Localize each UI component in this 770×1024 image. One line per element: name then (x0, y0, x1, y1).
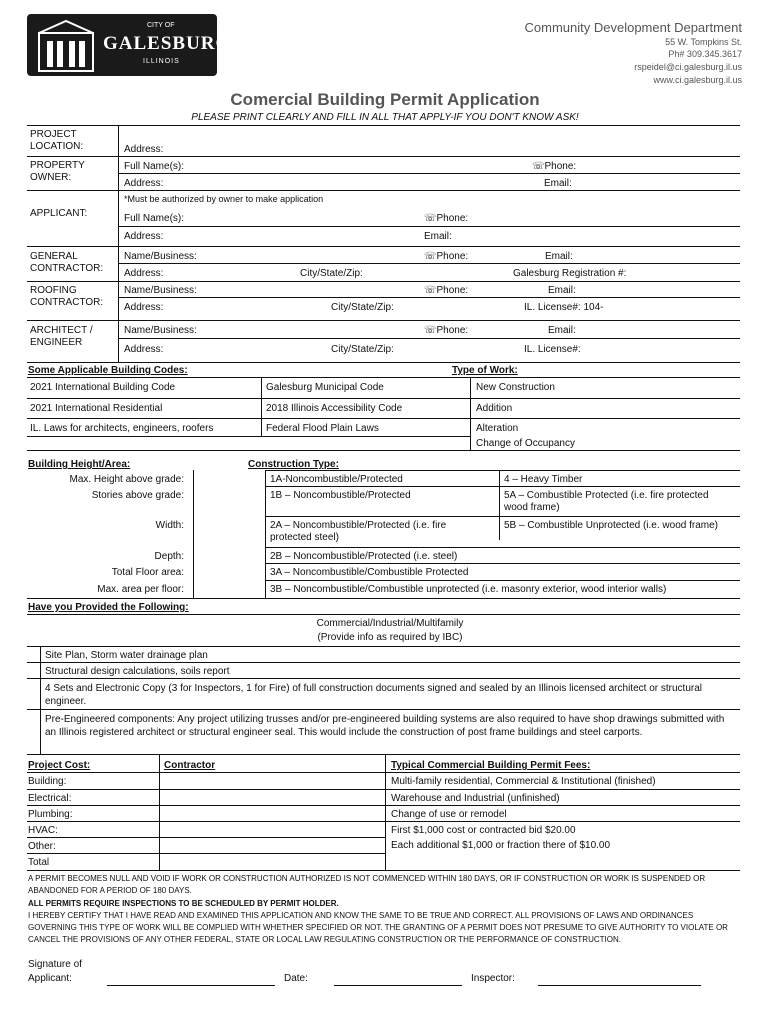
cost-plumbing[interactable]: Plumbing: (28, 809, 73, 820)
code-irc: 2021 International Residential (30, 403, 163, 414)
null-void-notice: A PERMIT BECOMES NULL AND VOID IF WORK OR CONSTRUCTION AUTHORIZED IS NOT COMMENCED WITHIN 180 DAYS, OR IF CONSTRUCTION OR WORK IS SUSPENDED OR ABANDONED FOR A PERIOD OF 180 DAYS. (28, 874, 706, 895)
inspector-line[interactable] (538, 985, 701, 986)
architect-name-field[interactable]: Name/Business: (124, 325, 197, 336)
dept-name: Community Development Department (524, 20, 742, 35)
applicant-email-field[interactable]: Email: (424, 231, 452, 242)
depth-label: Depth: (154, 551, 184, 562)
phone-icon: ☏ (424, 213, 437, 224)
inspector-label: Inspector: (471, 973, 515, 984)
construction-5a[interactable]: 5A – Combustible Protected (i.e. fire protected wood frame) (504, 490, 709, 513)
fee-multifamily: Multi-family residential, Commercial & Institutional (finished) (391, 776, 656, 787)
provided-doc-sets[interactable]: 4 Sets and Electronic Copy (3 for Inspectors, 1 for Fire) of full construction documents signed and sealed by an Illinois licensed architect or structural engineer. (45, 683, 702, 707)
owner-label: PROPERTY OWNER: (30, 160, 85, 183)
max-height-label: Max. Height above grade: (69, 474, 184, 485)
code-ibc: 2021 International Building Code (30, 382, 176, 393)
applicant-name-field[interactable]: Full Name(s): (124, 213, 185, 224)
construction-5b[interactable]: 5B – Combustible Unprotected (i.e. wood frame) (504, 520, 718, 531)
roofing-name-field[interactable]: Name/Business: (124, 285, 197, 296)
owner-phone-field[interactable]: ☏Phone: (532, 161, 577, 172)
date-label: Date: (284, 973, 308, 984)
provided-category-note: (Provide info as required by IBC) (317, 632, 463, 643)
fee-additional: Each additional $1,000 or fraction there of $10.00 (391, 840, 611, 851)
logo-name: GALESBURG (103, 33, 232, 54)
city-hall-icon (35, 19, 97, 73)
architect-city-field[interactable]: City/State/Zip: (331, 344, 394, 355)
applicant-signature-line[interactable] (107, 985, 275, 986)
stories-label: Stories above grade: (91, 490, 184, 501)
cost-electrical[interactable]: Electrical: (28, 793, 72, 804)
architect-license-field[interactable]: IL. License#: (524, 344, 581, 355)
work-heading: Type of Work: (452, 365, 518, 376)
cost-building[interactable]: Building: (28, 776, 67, 787)
code-galesburg: Galesburg Municipal Code (266, 382, 384, 393)
inspections-notice: ALL PERMITS REQUIRE INSPECTIONS TO BE SCHEDULED BY PERMIT HOLDER. (28, 899, 339, 908)
signature-label: Signature of (28, 959, 82, 970)
roofing-city-field[interactable]: City/State/Zip: (331, 302, 394, 313)
architect-phone-field[interactable]: ☏Phone: (424, 325, 469, 336)
height-heading: Building Height/Area: (28, 459, 131, 470)
gc-registration-field[interactable]: Galesburg Registration #: (513, 268, 627, 279)
roofing-phone-field[interactable]: ☏Phone: (424, 285, 469, 296)
logo-city-of: CITY OF (147, 22, 175, 29)
roofing-label: ROOFING CONTRACTOR: (30, 285, 104, 308)
fee-first-1000: First $1,000 cost or contracted bid $20.00 (391, 825, 576, 836)
max-area-label: Max. area per floor: (97, 584, 184, 595)
gc-address-field[interactable]: Address: (124, 268, 164, 279)
cost-hvac[interactable]: HVAC: (28, 825, 58, 836)
code-il-laws: IL. Laws for architects, engineers, roofers (30, 423, 214, 434)
cost-heading: Project Cost: (28, 760, 91, 771)
provided-site-plan[interactable]: Site Plan, Storm water drainage plan (45, 650, 208, 661)
city-logo (27, 14, 232, 76)
codes-heading: Some Applicable Building Codes: (28, 365, 188, 376)
gc-email-field[interactable]: Email: (545, 251, 573, 262)
floor-area-label: Total Floor area: (111, 567, 184, 578)
logo-state: ILLINOIS (143, 58, 180, 65)
applicant-phone-field[interactable]: ☏Phone: (424, 213, 469, 224)
date-line[interactable] (334, 985, 462, 986)
applicant-address-field[interactable]: Address: (124, 231, 164, 242)
dept-website: www.ci.galesburg.il.us (653, 75, 742, 85)
work-addition[interactable]: Addition (476, 403, 513, 414)
applicant-signature-label: Applicant: (28, 973, 72, 984)
construction-2b[interactable]: 2B – Noncombustible/Protected (i.e. steel) (270, 551, 458, 562)
cost-total[interactable]: Total (28, 857, 50, 868)
fee-change-use: Change of use or remodel (391, 809, 507, 820)
work-new-construction[interactable]: New Construction (476, 382, 555, 393)
cost-other[interactable]: Other: (28, 841, 56, 852)
dept-address: 55 W. Tompkins St. (665, 37, 742, 47)
applicant-label: APPLICANT: (30, 208, 88, 219)
dept-email: rspeidel@ci.galesburg.il.us (634, 62, 742, 72)
architect-label: ARCHITECT / ENGINEER (30, 325, 93, 348)
construction-heading: Construction Type: (248, 459, 339, 470)
construction-2a[interactable]: 2A – Noncombustible/Protected (i.e. fire protected steel) (270, 520, 447, 543)
fee-warehouse: Warehouse and Industrial (unfinished) (391, 793, 560, 804)
phone-icon: ☏ (424, 251, 437, 262)
phone-icon: ☏ (424, 285, 437, 296)
phone-icon: ☏ (532, 161, 545, 172)
phone-icon: ☏ (424, 325, 437, 336)
architect-email-field[interactable]: Email: (548, 325, 576, 336)
work-change-occupancy[interactable]: Change of Occupancy (476, 438, 575, 449)
gc-city-field[interactable]: City/State/Zip: (300, 268, 363, 279)
certify-statement: I HEREBY CERTIFY THAT I HAVE READ AND EXAMINED THIS APPLICATION AND KNOW THE SAME TO BE TRUE AND CORRECT. ALL PROVISIONS OF LAWS AND ORDINANCES GOVERNING THIS TYPE OF WORK WILL BE COMPLIED WITH WHETHER SPECIFIED OR NOT. THE GRANTING OF A PERMIT DOES NOT PRESUME TO GIVE AUTHORITY TO VIOLATE OR CANCEL THE PROVISIONS OF ANY OTHER FEDERAL, STATE OR LOCAL LAW REGULATING CONSTRUCTION OR THE PERFORMANCE OF CONSTRUCTION. (28, 911, 728, 944)
gc-label: GENERAL CONTRACTOR: (30, 251, 104, 274)
code-flood: Federal Flood Plain Laws (266, 423, 379, 434)
contractor-heading: Contractor (164, 760, 216, 771)
construction-3b[interactable]: 3B – Noncombustible/Combustible unprotected (i.e. masonry exterior, wood interior walls) (270, 584, 667, 595)
project-address-label[interactable]: Address: (124, 144, 164, 155)
gc-name-field[interactable]: Name/Business: (124, 251, 197, 262)
code-accessibility: 2018 Illinois Accessibility Code (266, 403, 403, 414)
construction-1a[interactable]: 1A-Noncombustible/Protected (270, 474, 403, 485)
construction-3a[interactable]: 3A – Noncombustible/Combustible Protected (270, 567, 469, 578)
page-title: Comercial Building Permit Application (230, 90, 540, 109)
roofing-email-field[interactable]: Email: (548, 285, 576, 296)
provided-category: Commercial/Industrial/Multifamily (316, 618, 464, 629)
roofing-address-field[interactable]: Address: (124, 302, 164, 313)
provided-structural[interactable]: Structural design calculations, soils report (45, 666, 230, 677)
dept-phone: Ph# 309.345.3617 (668, 49, 742, 59)
work-alteration[interactable]: Alteration (476, 423, 519, 434)
construction-1b[interactable]: 1B – Noncombustible/Protected (270, 490, 411, 501)
gc-phone-field[interactable]: ☏Phone: (424, 251, 469, 262)
owner-address-field[interactable]: Address: (124, 178, 164, 189)
provided-pre-engineered[interactable]: Pre-Engineered components: Any project utilizing trusses and/or pre-engineered building systems are also required to have shop drawings submitted with an Illinois registered architect or structural engineer seal. This would include the construction of post frame buildings and steel carports. (45, 714, 725, 738)
construction-4[interactable]: 4 – Heavy Timber (504, 474, 583, 485)
page-subtitle: PLEASE PRINT CLEARLY AND FILL IN ALL THAT APPLY-IF YOU DON'T KNOW ASK! (191, 112, 579, 123)
width-label: Width: (155, 520, 184, 531)
roofing-license-field[interactable]: IL. License#: 104- (524, 302, 604, 313)
fees-heading: Typical Commercial Building Permit Fees: (391, 760, 591, 771)
provided-heading: Have you Provided the Following: (28, 602, 189, 613)
architect-address-field[interactable]: Address: (124, 344, 164, 355)
owner-note: *Must be authorized by owner to make application (124, 194, 324, 204)
owner-name-field[interactable]: Full Name(s): (124, 161, 185, 172)
owner-email-field[interactable]: Email: (544, 178, 572, 189)
project-location-label: PROJECT LOCATION: (30, 129, 84, 152)
